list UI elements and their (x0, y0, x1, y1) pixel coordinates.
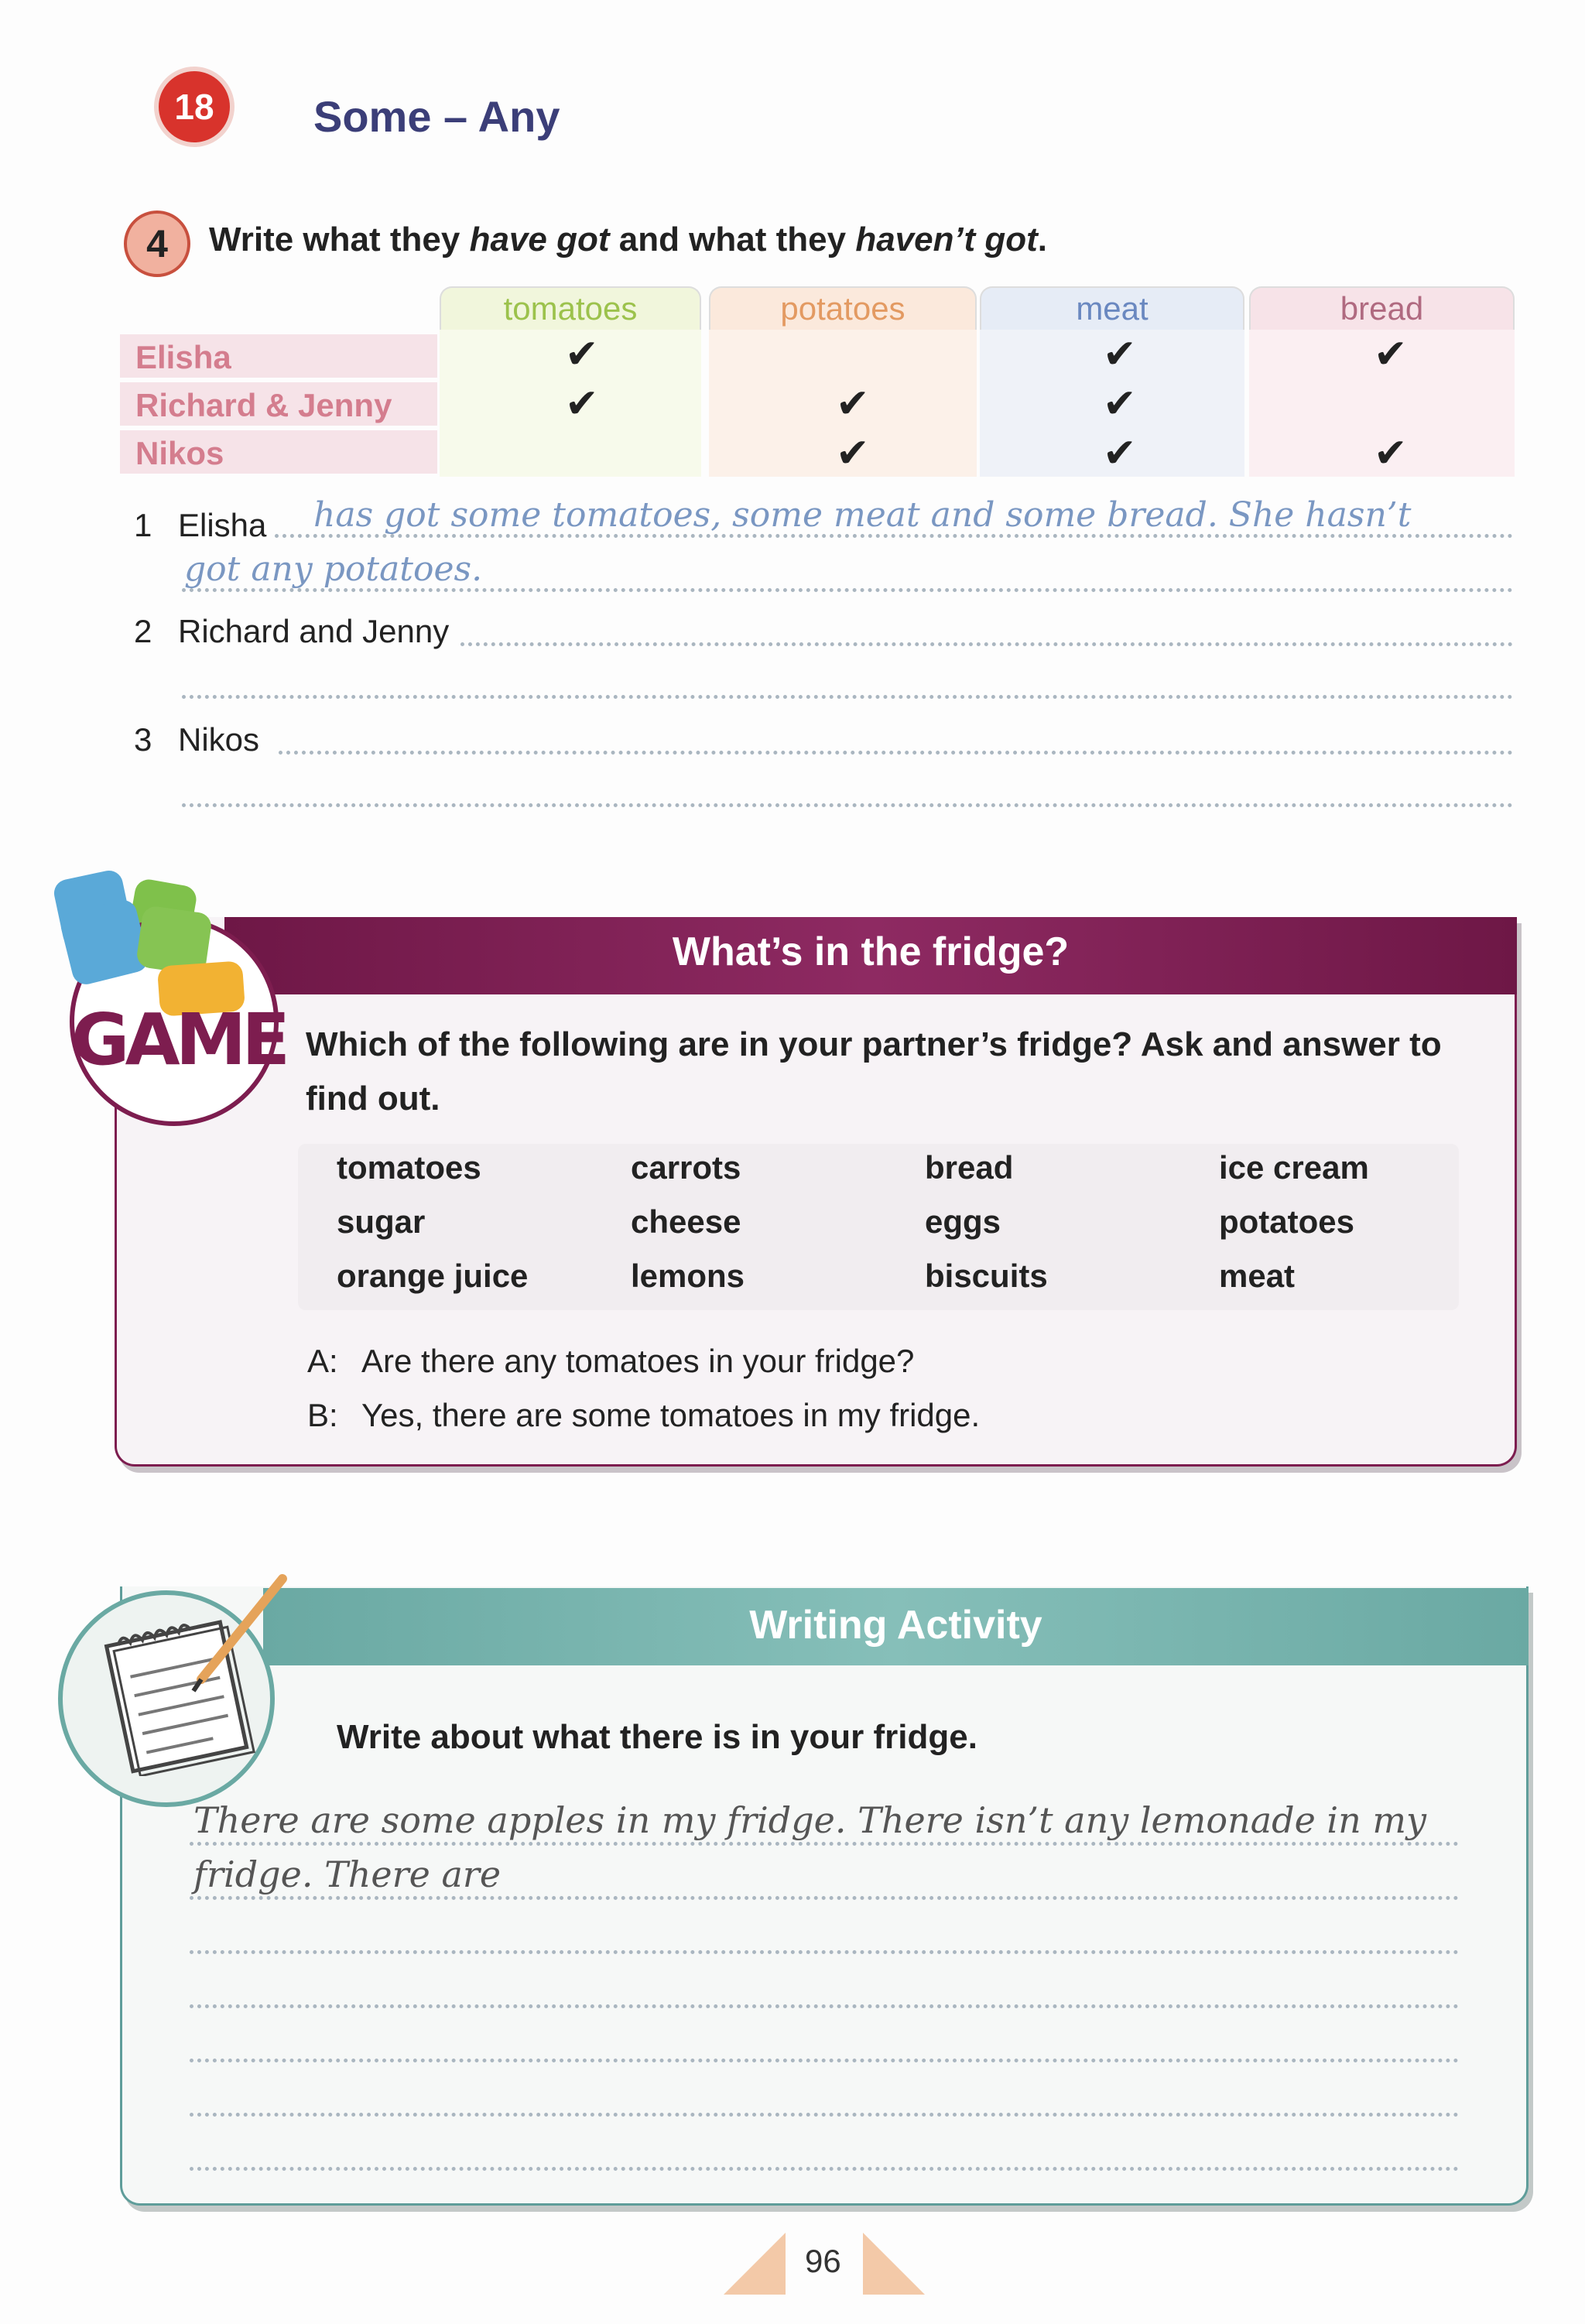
row-label-richard-jenny: Richard & Jenny (135, 387, 392, 423)
game-title: What’s in the fridge? (672, 929, 1070, 974)
question-number: 1 (134, 507, 152, 543)
question-number: 2 (134, 613, 152, 649)
question-name: Nikos (178, 721, 260, 758)
tick-mark: ✔ (836, 431, 870, 476)
handwritten-example: fridge. There are (193, 1853, 502, 1895)
tick-mark: ✔ (1103, 382, 1137, 426)
word-item: bread (925, 1149, 1014, 1186)
word-item: cheese (631, 1203, 741, 1240)
column-header-potatoes: potatoes (709, 286, 977, 330)
exercise-number-badge: 4 (124, 210, 190, 277)
word-item: lemons (631, 1258, 745, 1294)
word-item: carrots (631, 1149, 741, 1186)
answer-line[interactable] (182, 695, 1513, 699)
handwritten-answer: has got some tomatoes, some meat and some bread. She hasn’t (313, 495, 1412, 535)
word-item: eggs (925, 1203, 1001, 1240)
handwritten-answer: got any potatoes. (184, 549, 483, 589)
column-header-meat: meat (980, 286, 1244, 330)
instruction-emphasis: have got (469, 221, 610, 258)
instruction-part: and what they (609, 221, 856, 258)
writing-line[interactable] (190, 1842, 1459, 1846)
tick-mark: ✔ (1374, 332, 1408, 377)
question-number: 3 (134, 721, 152, 758)
writing-line[interactable] (190, 2059, 1459, 2062)
unit-title: Some – Any (313, 92, 560, 141)
word-item: potatoes (1219, 1203, 1355, 1240)
notepad-pencil-icon (85, 1559, 302, 1776)
exercise-instruction (209, 221, 1047, 259)
tick-mark: ✔ (1103, 332, 1137, 377)
instruction-emphasis: haven’t got (855, 221, 1038, 258)
question-name: Elisha (178, 507, 267, 543)
word-item: ice cream (1219, 1149, 1369, 1186)
answer-line[interactable] (279, 751, 1513, 755)
writing-line[interactable] (190, 2004, 1459, 2008)
writing-title: Writing Activity (749, 1603, 1042, 1648)
column-header-tomatoes: tomatoes (440, 286, 701, 330)
tick-mark: ✔ (1374, 431, 1408, 476)
row-label-nikos: Nikos (135, 435, 224, 471)
writing-line[interactable] (190, 2113, 1459, 2117)
instruction-part: . (1037, 221, 1048, 258)
instruction-part: Write what they (209, 221, 470, 258)
dialogue-speaker: B: (307, 1397, 338, 1433)
answer-line[interactable] (182, 803, 1513, 807)
unit-number-badge: 18 (159, 71, 230, 142)
game-badge-label: GAME (71, 998, 286, 1081)
dialogue-line: Are there any tomatoes in your fridge? (361, 1343, 915, 1379)
writing-instruction: Write about what there is in your fridge. (337, 1718, 977, 1756)
tick-mark: ✔ (1103, 431, 1137, 476)
writing-line[interactable] (190, 2167, 1459, 2171)
word-item: biscuits (925, 1258, 1048, 1294)
tick-mark: ✔ (565, 332, 599, 377)
column-header-bread: bread (1249, 286, 1515, 330)
word-item: sugar (337, 1203, 426, 1240)
tick-mark: ✔ (836, 382, 870, 426)
game-instruction: Which of the following are in your partner’s fridge? Ask and answer to find out. (306, 1025, 1442, 1118)
word-item: meat (1219, 1258, 1296, 1294)
dialogue-speaker: A: (307, 1343, 338, 1379)
word-item: orange juice (337, 1258, 529, 1294)
handwritten-example: There are some apples in my fridge. There isn’t any lemonade in my (193, 1799, 1426, 1841)
page-number: 96 (805, 2243, 841, 2279)
writing-line[interactable] (190, 1896, 1459, 1900)
word-item: tomatoes (337, 1149, 481, 1186)
answer-line[interactable] (460, 642, 1513, 646)
dialogue-line: Yes, there are some tomatoes in my fridge. (361, 1397, 981, 1433)
writing-line[interactable] (190, 1950, 1459, 1954)
question-name: Richard and Jenny (178, 613, 450, 649)
tick-mark: ✔ (565, 382, 599, 426)
row-label-elisha: Elisha (135, 339, 231, 375)
